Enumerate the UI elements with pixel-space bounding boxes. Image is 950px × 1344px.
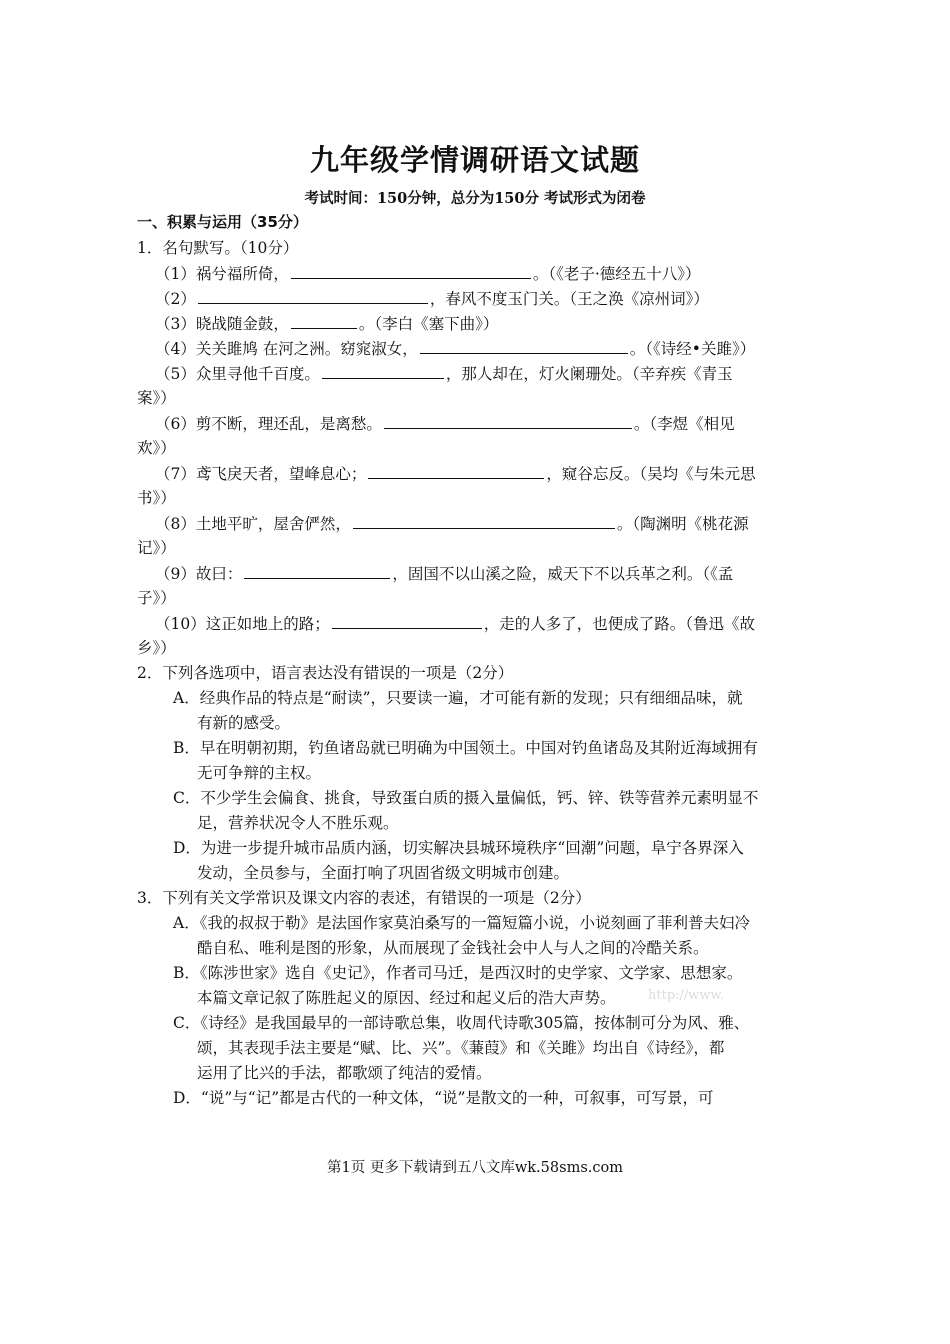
q1-item-9: （9）故曰： ，固国不以山溪之险，威天下不以兵革之利。（《孟 bbox=[155, 565, 734, 583]
q3-option-a-cont: 酷自私、唯利是图的形象，从而展现了金钱社会中人与人之间的冷酷关系。 bbox=[197, 939, 709, 957]
q1-item-6-wrap: 欢》） bbox=[137, 439, 176, 457]
q2-option-c: C．不少学生会偏食、挑食，导致蛋白质的摄入量偏低，钙、锌、铁等营养元素明显不 bbox=[173, 789, 759, 807]
q1-item-6: （6）剪不断，理还乱，是离愁。 。（李煜《相见 bbox=[155, 415, 735, 433]
watermark-text: http://www. bbox=[648, 988, 725, 1003]
q1-item-9-wrap: 子》） bbox=[137, 589, 176, 607]
q1-item-3: （3）晓战随金鼓， 。（李白《塞下曲》） bbox=[155, 315, 499, 333]
question-1-stem: 1．名句默写。（10分） bbox=[137, 239, 299, 257]
answer-blank bbox=[322, 363, 444, 379]
q2-option-b-cont: 无可争辩的主权。 bbox=[197, 764, 322, 782]
q3-option-d: D．“说”与“记”都是古代的一种文体，“说”是散文的一种，可叙事，可写景，可 bbox=[173, 1089, 714, 1107]
q1-item-7-wrap: 书》） bbox=[137, 489, 176, 507]
q1-item-8: （8）土地平旷，屋舍俨然， 。（陶渊明《桃花源 bbox=[155, 515, 749, 533]
q2-option-d-cont: 发动，全员参与，全面打响了巩固省级文明城市创建。 bbox=[197, 864, 570, 882]
q3-option-c-cont-2: 运用了比兴的手法，都歌颂了纯洁的爱情。 bbox=[197, 1064, 492, 1082]
answer-blank bbox=[332, 613, 482, 629]
answer-blank bbox=[198, 288, 428, 304]
q1-item-10: （10）这正如地上的路； ，走的人多了，也便成了路。（鲁迅《故 bbox=[155, 615, 755, 633]
q3-option-a: A．《我的叔叔于勒》是法国作家莫泊桑写的一篇短篇小说，小说刻画了菲利普夫妇冷 bbox=[173, 914, 750, 932]
answer-blank bbox=[244, 563, 390, 579]
q2-option-a-cont: 有新的感受。 bbox=[197, 714, 291, 732]
q1-item-7: （7）鸢飞戾天者，望峰息心； ，窥谷忘反。（吴均《与朱元思 bbox=[155, 465, 756, 483]
q1-item-1: （1）祸兮福所倚， 。（《老子·德经五十八》） bbox=[155, 265, 701, 283]
q1-item-5: （5）众里寻他千百度。 ，那人却在，灯火阑珊处。（辛弃疾《青玉 bbox=[155, 365, 733, 383]
q3-option-c: C．《诗经》是我国最早的一部诗歌总集，收周代诗歌305篇，按体制可分为风、雅、 bbox=[173, 1014, 750, 1032]
q1-item-2: （2） ，春风不度玉门关。（王之涣《凉州词》） bbox=[155, 290, 709, 308]
answer-blank bbox=[291, 263, 531, 279]
q2-option-a: A．经典作品的特点是“耐读”，只要读一遍，才可能有新的发现；只有细细品味，就 bbox=[173, 689, 743, 707]
q1-item-8-wrap: 记》） bbox=[137, 539, 176, 557]
q1-item-5-wrap: 案》） bbox=[137, 389, 176, 407]
answer-blank bbox=[291, 313, 357, 329]
q1-item-4: （4）关关雎鸠 在河之洲。窈窕淑女， 。（《诗经•关雎》） bbox=[155, 340, 756, 358]
q2-option-b: B．早在明朝初期，钓鱼诸岛就已明确为中国领土。中国对钓鱼诸岛及其附近海域拥有 bbox=[173, 739, 758, 757]
answer-blank bbox=[353, 513, 615, 529]
exam-info: 考试时间：150分钟，总分为150分 考试形式为闭卷 bbox=[304, 190, 646, 207]
q2-option-c-cont: 足，营养状况令人不胜乐观。 bbox=[197, 814, 399, 832]
question-2-stem: 2．下列各选项中，语言表达没有错误的一项是（2分） bbox=[137, 664, 514, 682]
q2-option-d: D．为进一步提升城市品质内涵，切实解决县城环境秩序“回潮”问题，阜宁各界深入 bbox=[173, 839, 744, 857]
q3-option-c-cont: 颂，其表现手法主要是“赋、比、兴”。《蒹葭》和《关雎》均出自《诗经》，都 bbox=[197, 1039, 725, 1057]
answer-blank bbox=[384, 413, 632, 429]
page-footer: 第1页 更多下载请到五八文库wk.58sms.com bbox=[327, 1160, 623, 1176]
q3-option-b-cont: 本篇文章记叙了陈胜起义的原因、经过和起义后的浩大声势。 bbox=[197, 989, 616, 1007]
section-heading: 一、积累与运用（35分） bbox=[137, 213, 308, 231]
answer-blank bbox=[420, 338, 628, 354]
q1-item-10-wrap: 乡》） bbox=[137, 639, 176, 657]
answer-blank bbox=[368, 463, 544, 479]
q3-option-b: B．《陈涉世家》选自《史记》，作者司马迁，是西汉时的史学家、文学家、思想家。 bbox=[173, 964, 743, 982]
page-title: 九年级学情调研语文试题 bbox=[309, 143, 640, 177]
question-3-stem: 3．下列有关文学常识及课文内容的表述，有错误的一项是（2分） bbox=[137, 889, 591, 907]
